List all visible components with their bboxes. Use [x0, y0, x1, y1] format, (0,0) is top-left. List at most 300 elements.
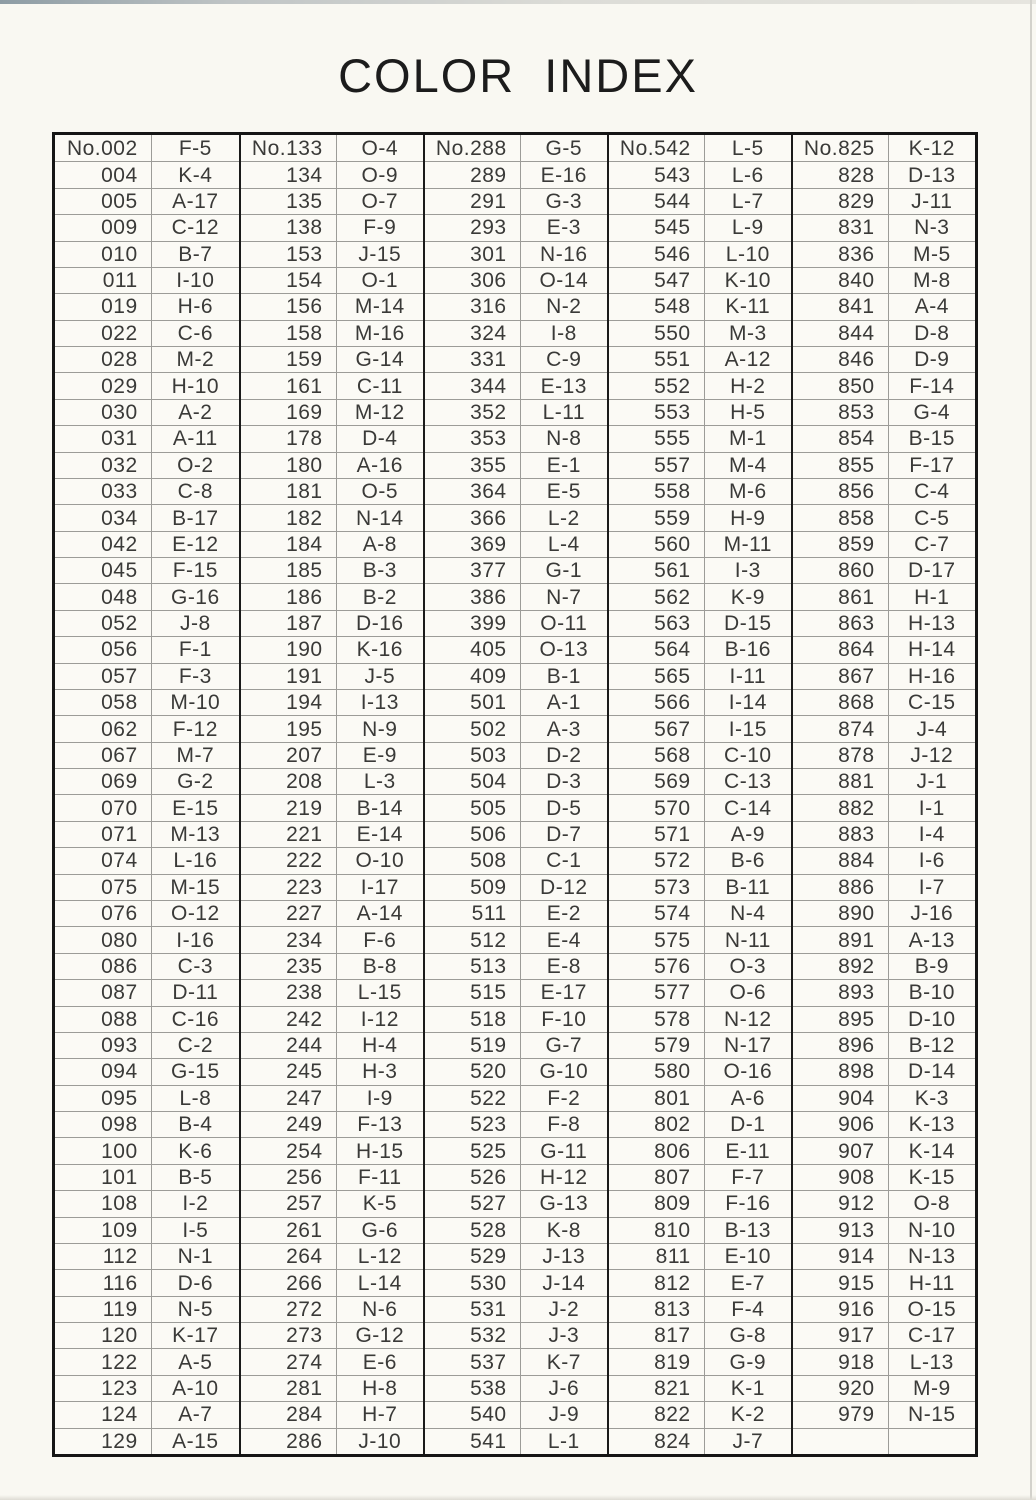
- color-number-cell: 098: [101, 1113, 138, 1137]
- color-code-cell: O-6: [704, 980, 791, 1005]
- color-code-cell: L-13: [888, 1349, 975, 1374]
- table-row: [425, 715, 607, 741]
- color-number-cell: 540: [470, 1403, 507, 1427]
- table-row: [793, 531, 975, 557]
- table-row: [609, 1190, 791, 1216]
- color-number-cell: 846: [838, 348, 875, 372]
- table-row: [55, 794, 239, 820]
- table-row: [425, 241, 607, 267]
- color-number-cell: 101: [101, 1166, 138, 1189]
- table-row: [609, 900, 791, 926]
- color-code-cell: F-5: [151, 135, 239, 161]
- color-number-cell: 306: [470, 269, 507, 293]
- color-code-cell: N-6: [336, 1297, 423, 1322]
- color-number-cell: 916: [838, 1297, 875, 1321]
- table-row: [609, 452, 791, 478]
- color-code-cell: A-16: [336, 453, 423, 478]
- color-code-cell: K-12: [888, 135, 975, 161]
- table-row: [241, 1428, 423, 1454]
- color-code-cell: I-7: [888, 875, 975, 900]
- color-number-cell: 906: [838, 1113, 875, 1137]
- color-number-cell: 552: [654, 374, 691, 398]
- color-code-cell: D-1: [704, 1112, 791, 1137]
- color-code-cell: H-9: [704, 505, 791, 530]
- color-number-cell: 124: [101, 1403, 138, 1427]
- table-row: [793, 1164, 975, 1190]
- color-number-cell: 863: [838, 612, 875, 636]
- table-row: [609, 1243, 791, 1269]
- table-row: [609, 161, 791, 187]
- table-row: [793, 320, 975, 346]
- color-number-cell: 831: [838, 216, 875, 240]
- color-number-cell: No.542: [619, 136, 691, 160]
- table-row: [425, 557, 607, 583]
- color-number-cell: 802: [654, 1113, 691, 1137]
- color-number-cell: 187: [286, 612, 323, 636]
- color-number-cell: 244: [286, 1034, 323, 1058]
- color-code-cell: C-6: [151, 321, 239, 346]
- color-number-cell: 505: [470, 796, 507, 820]
- color-code-cell: M-8: [888, 268, 975, 293]
- table-row: [609, 1137, 791, 1163]
- table-row: [241, 610, 423, 636]
- table-row: [241, 267, 423, 293]
- table-row: [425, 1296, 607, 1322]
- color-number-cell: 324: [470, 321, 507, 345]
- table-row: [241, 1032, 423, 1058]
- color-code-cell: A-14: [336, 901, 423, 926]
- color-number-cell: 048: [101, 585, 138, 609]
- color-number-cell: 537: [470, 1350, 507, 1374]
- color-code-cell: E-11: [704, 1138, 791, 1163]
- page-title: COLOR INDEX: [338, 49, 698, 102]
- table-row: [425, 425, 607, 451]
- table-row: [241, 1058, 423, 1084]
- color-code-cell: C-7: [888, 532, 975, 557]
- table-row: [425, 689, 607, 715]
- table-row: [241, 1190, 423, 1216]
- table-row: [241, 1006, 423, 1032]
- table-row: [425, 1322, 607, 1348]
- table-row: [425, 742, 607, 768]
- table-row: [425, 636, 607, 662]
- color-code-cell: D-17: [888, 558, 975, 583]
- table-row: [425, 610, 607, 636]
- color-number-cell: 234: [286, 928, 323, 952]
- table-row: [609, 1348, 791, 1374]
- color-number-cell: 836: [838, 242, 875, 266]
- table-row: [609, 610, 791, 636]
- color-number-cell: 807: [654, 1166, 691, 1189]
- table-row: [793, 188, 975, 214]
- color-code-cell: C-11: [336, 373, 423, 398]
- color-code-cell: L-15: [336, 980, 423, 1005]
- color-number-cell: 056: [101, 638, 138, 662]
- color-number-cell: 409: [470, 664, 507, 688]
- table-row: [793, 821, 975, 847]
- color-number-cell: 912: [838, 1192, 875, 1216]
- color-number-cell: 386: [470, 585, 507, 609]
- color-number-cell: 569: [654, 770, 691, 794]
- table-row: [425, 583, 607, 609]
- color-code-cell: F-4: [704, 1297, 791, 1322]
- color-number-cell: 032: [101, 453, 138, 477]
- table-row: [609, 636, 791, 662]
- table-row: [793, 1401, 975, 1427]
- color-number-cell: 286: [286, 1429, 323, 1453]
- color-code-cell: B-17: [151, 505, 239, 530]
- table-row: [55, 1085, 239, 1111]
- color-number-cell: 086: [101, 954, 138, 978]
- color-code-cell: F-11: [336, 1165, 423, 1190]
- table-row: [609, 1428, 791, 1454]
- color-code-cell: G-7: [520, 1033, 607, 1058]
- color-number-cell: 580: [654, 1060, 691, 1084]
- color-number-cell: 503: [470, 743, 507, 767]
- color-number-cell: 519: [470, 1034, 507, 1058]
- color-number-cell: 293: [470, 216, 507, 240]
- table-row: [425, 267, 607, 293]
- table-row: [609, 1217, 791, 1243]
- color-number-cell: 190: [286, 638, 323, 662]
- color-number-cell: 071: [101, 823, 138, 847]
- color-number-cell: 249: [286, 1113, 323, 1137]
- color-code-cell: I-11: [704, 664, 791, 689]
- table-row: [425, 821, 607, 847]
- color-code-cell: D-5: [520, 795, 607, 820]
- scan-edge-top: [0, 0, 1036, 4]
- table-row: [241, 689, 423, 715]
- table-row: [609, 478, 791, 504]
- color-number-cell: 806: [654, 1139, 691, 1163]
- color-code-cell: E-2: [520, 901, 607, 926]
- table-row: [609, 320, 791, 346]
- color-code-cell: D-15: [704, 611, 791, 636]
- color-number-cell: 531: [470, 1297, 507, 1321]
- color-number-cell: 058: [101, 691, 138, 715]
- color-number-cell: 033: [101, 480, 138, 504]
- table-row: [609, 583, 791, 609]
- table-row: [241, 504, 423, 530]
- table-row: [609, 1322, 791, 1348]
- table-row: [241, 1375, 423, 1401]
- table-row: [609, 742, 791, 768]
- table-row: [241, 1111, 423, 1137]
- color-number-cell: 245: [286, 1060, 323, 1084]
- color-code-cell: B-16: [704, 637, 791, 662]
- table-row: [609, 425, 791, 451]
- table-row: [609, 1401, 791, 1427]
- color-code-cell: A-5: [151, 1349, 239, 1374]
- table-row: [425, 1348, 607, 1374]
- table-row: [609, 1058, 791, 1084]
- table-row: [793, 1243, 975, 1269]
- color-number-cell: 547: [654, 269, 691, 293]
- color-number-cell: 109: [101, 1218, 138, 1242]
- table-row: [241, 452, 423, 478]
- table-row: [793, 1190, 975, 1216]
- color-number-cell: 545: [654, 216, 691, 240]
- table-row: [609, 794, 791, 820]
- color-code-cell: C-9: [520, 347, 607, 372]
- color-code-cell: D-7: [520, 822, 607, 847]
- color-code-cell: O-8: [888, 1191, 975, 1216]
- color-code-cell: F-1: [151, 637, 239, 662]
- color-code-cell: C-5: [888, 505, 975, 530]
- color-code-cell: A-11: [151, 426, 239, 451]
- color-number-cell: 261: [286, 1218, 323, 1242]
- color-code-cell: O-9: [336, 162, 423, 187]
- table-row: [55, 1348, 239, 1374]
- color-code-cell: M-4: [704, 453, 791, 478]
- color-code-cell: G-8: [704, 1323, 791, 1348]
- table-row: [55, 161, 239, 187]
- color-code-cell: C-17: [888, 1323, 975, 1348]
- table-row: [609, 241, 791, 267]
- color-number-cell: 377: [470, 559, 507, 583]
- color-code-cell: D-9: [888, 347, 975, 372]
- color-number-cell: 123: [101, 1377, 138, 1401]
- table-row: [241, 478, 423, 504]
- color-number-cell: 574: [654, 902, 691, 926]
- table-row: [425, 1428, 607, 1454]
- table-row: [609, 1032, 791, 1058]
- table-row: [609, 293, 791, 319]
- table-row: [425, 161, 607, 187]
- color-number-cell: 030: [101, 400, 138, 424]
- color-number-cell: 874: [838, 717, 875, 741]
- color-number-cell: 119: [102, 1297, 138, 1321]
- color-code-cell: E-15: [151, 795, 239, 820]
- color-code-cell: A-6: [704, 1086, 791, 1111]
- color-number-cell: 914: [838, 1245, 875, 1269]
- color-number-cell: 256: [286, 1166, 323, 1189]
- color-number-cell: 169: [286, 400, 323, 424]
- color-code-cell: G-9: [704, 1349, 791, 1374]
- color-code-cell: N-11: [704, 927, 791, 952]
- table-row: [55, 953, 239, 979]
- color-code-cell: O-15: [888, 1297, 975, 1322]
- color-number-cell: 509: [470, 875, 507, 899]
- color-code-cell: I-10: [151, 268, 239, 293]
- color-number-cell: 824: [654, 1429, 691, 1453]
- color-number-cell: 504: [470, 770, 507, 794]
- table-row: [55, 1190, 239, 1216]
- color-number-cell: 828: [838, 163, 875, 187]
- color-code-cell: H-14: [888, 637, 975, 662]
- color-number-cell: 042: [101, 532, 138, 556]
- table-row: [425, 372, 607, 398]
- color-code-cell: C-13: [704, 769, 791, 794]
- table-row: [241, 1164, 423, 1190]
- color-number-cell: 301: [470, 242, 507, 266]
- table-row: [55, 900, 239, 926]
- table-row: [425, 900, 607, 926]
- color-number-cell: 009: [101, 216, 138, 240]
- color-code-cell: K-2: [704, 1402, 791, 1427]
- table-row: [241, 1217, 423, 1243]
- color-number-cell: 181: [286, 480, 323, 504]
- table-row: [425, 1401, 607, 1427]
- color-number-cell: 555: [654, 427, 691, 451]
- table-row: [55, 320, 239, 346]
- color-code-cell: N-16: [520, 242, 607, 267]
- table-row: [793, 926, 975, 952]
- color-number-cell: 810: [654, 1218, 691, 1242]
- color-code-cell: J-10: [336, 1429, 423, 1454]
- table-column-group: [791, 135, 975, 1454]
- color-number-cell: 913: [838, 1218, 875, 1242]
- table-row: [425, 1085, 607, 1111]
- color-number-cell: 860: [838, 559, 875, 583]
- color-number-cell: 564: [654, 638, 691, 662]
- color-number-cell: 353: [470, 427, 507, 451]
- table-row: [609, 346, 791, 372]
- color-code-cell: D-8: [888, 321, 975, 346]
- table-row: [609, 135, 791, 161]
- table-row: [55, 504, 239, 530]
- color-code-cell: K-11: [704, 294, 791, 319]
- table-row: [793, 874, 975, 900]
- color-code-cell: B-15: [888, 426, 975, 451]
- table-row: [425, 531, 607, 557]
- color-code-cell: G-16: [151, 584, 239, 609]
- table-row: [241, 1269, 423, 1295]
- color-code-cell: L-2: [520, 505, 607, 530]
- table-row: [609, 847, 791, 873]
- color-number-cell: 316: [470, 295, 507, 319]
- table-row: [793, 293, 975, 319]
- table-row: [55, 768, 239, 794]
- color-code-cell: A-12: [704, 347, 791, 372]
- color-number-cell: 882: [838, 796, 875, 820]
- table-row: [425, 1217, 607, 1243]
- color-number-cell: 575: [654, 928, 691, 952]
- color-code-cell: H-7: [336, 1402, 423, 1427]
- color-code-cell: M-11: [704, 532, 791, 557]
- color-number-cell: 022: [101, 321, 138, 345]
- table-row: [609, 1111, 791, 1137]
- table-row: [241, 1085, 423, 1111]
- color-number-cell: 057: [101, 664, 138, 688]
- color-code-cell: F-6: [336, 927, 423, 952]
- color-number-cell: 840: [838, 269, 875, 293]
- table-row: [793, 1111, 975, 1137]
- color-number-cell: 518: [470, 1007, 507, 1031]
- color-code-cell: F-10: [520, 1007, 607, 1032]
- color-number-cell: 578: [654, 1007, 691, 1031]
- table-row: [793, 610, 975, 636]
- table-row: [55, 425, 239, 451]
- table-row: [425, 399, 607, 425]
- color-code-cell: J-3: [520, 1323, 607, 1348]
- color-code-cell: M-1: [704, 426, 791, 451]
- color-number-cell: 369: [470, 532, 507, 556]
- table-column-group: [607, 135, 791, 1454]
- table-row: [609, 1296, 791, 1322]
- color-number-cell: 511: [471, 902, 507, 926]
- table-row: [55, 531, 239, 557]
- color-code-cell: D-6: [151, 1270, 239, 1295]
- table-row: [793, 399, 975, 425]
- table-row: [609, 557, 791, 583]
- color-code-cell: J-15: [336, 242, 423, 267]
- color-number-cell: 161: [286, 374, 323, 398]
- color-code-cell: I-2: [151, 1191, 239, 1216]
- table-column-group: [55, 135, 239, 1454]
- table-row: [793, 425, 975, 451]
- table-row: [55, 663, 239, 689]
- table-row: [793, 1269, 975, 1295]
- color-code-cell: H-8: [336, 1376, 423, 1401]
- color-code-cell: A-1: [520, 690, 607, 715]
- color-number-cell: 528: [470, 1218, 507, 1242]
- table-row: [425, 1058, 607, 1084]
- color-code-cell: A-3: [520, 716, 607, 741]
- table-row: [425, 1032, 607, 1058]
- color-number-cell: 235: [286, 954, 323, 978]
- table-row: [55, 1006, 239, 1032]
- color-code-cell: M-3: [704, 321, 791, 346]
- table-row: [55, 1322, 239, 1348]
- color-number-cell: 062: [101, 717, 138, 741]
- table-row: [425, 1375, 607, 1401]
- color-code-cell: C-10: [704, 743, 791, 768]
- table-row: [609, 979, 791, 1005]
- color-number-cell: 525: [470, 1139, 507, 1163]
- table-row: [425, 663, 607, 689]
- table-row: [241, 557, 423, 583]
- color-code-cell: [888, 1429, 975, 1454]
- color-code-cell: G-5: [520, 135, 607, 161]
- color-number-cell: 405: [470, 638, 507, 662]
- color-code-cell: H-2: [704, 373, 791, 398]
- color-code-cell: J-7: [704, 1429, 791, 1454]
- color-code-cell: A-17: [151, 189, 239, 214]
- color-number-cell: 512: [470, 928, 507, 952]
- color-code-cell: H-15: [336, 1138, 423, 1163]
- table-row: [241, 1137, 423, 1163]
- color-number-cell: 893: [838, 981, 875, 1005]
- color-code-cell: E-14: [336, 822, 423, 847]
- table-row: [55, 1428, 239, 1454]
- color-code-cell: M-10: [151, 690, 239, 715]
- color-code-cell: N-10: [888, 1218, 975, 1243]
- color-number-cell: 529: [470, 1245, 507, 1269]
- table-row: [793, 241, 975, 267]
- color-code-cell: F-9: [336, 215, 423, 240]
- color-number-cell: 195: [286, 717, 323, 741]
- color-code-cell: F-15: [151, 558, 239, 583]
- color-code-cell: N-7: [520, 584, 607, 609]
- color-number-cell: 291: [470, 189, 507, 213]
- color-number-cell: 513: [470, 954, 507, 978]
- color-code-cell: G-4: [888, 400, 975, 425]
- color-code-cell: M-9: [888, 1376, 975, 1401]
- table-row: [793, 478, 975, 504]
- color-number-cell: 344: [470, 374, 507, 398]
- color-number-cell: 087: [101, 981, 138, 1005]
- color-code-cell: F-14: [888, 373, 975, 398]
- table-row: [793, 346, 975, 372]
- color-code-cell: E-17: [520, 980, 607, 1005]
- table-row: [241, 847, 423, 873]
- color-code-cell: E-4: [520, 927, 607, 952]
- color-number-cell: 178: [286, 427, 323, 451]
- color-number-cell: 029: [101, 374, 138, 398]
- table-row: [55, 346, 239, 372]
- color-code-cell: K-1: [704, 1376, 791, 1401]
